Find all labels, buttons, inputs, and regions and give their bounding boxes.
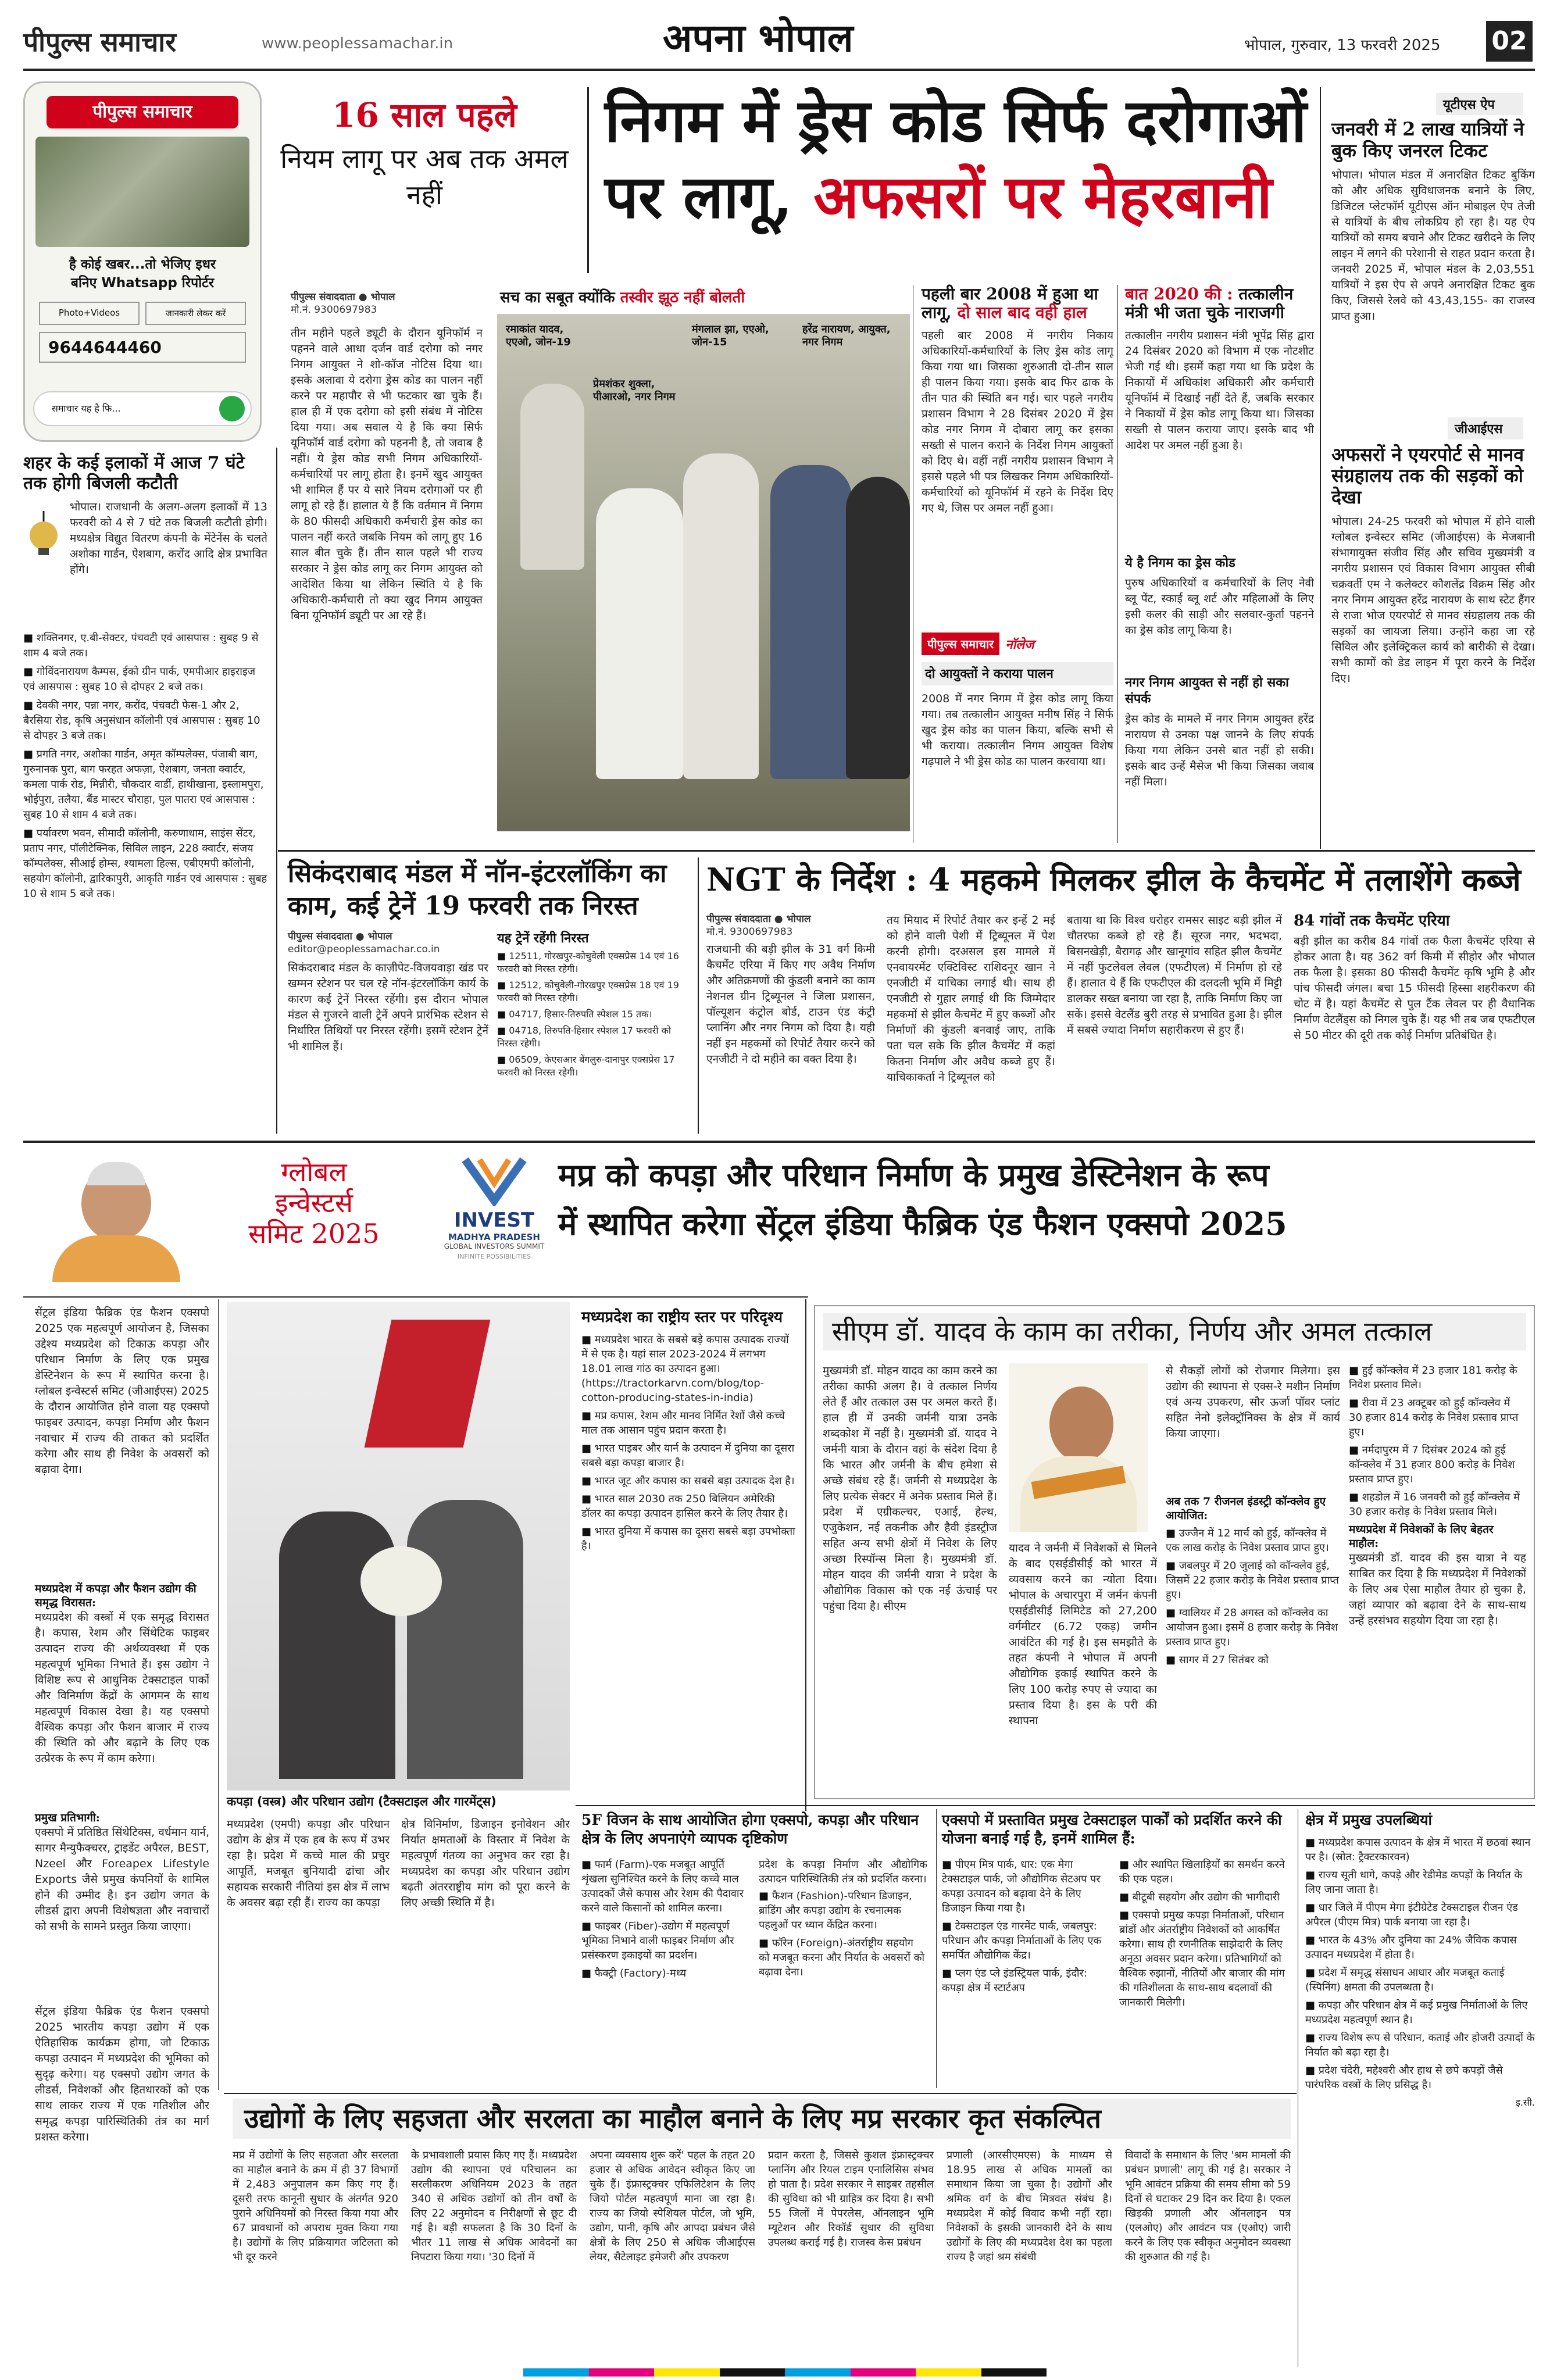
list-item: ■ बीटूबी सहयोग और उद्योग की भागीदारी [1119, 1890, 1288, 1904]
lead-byline: पीपुल्स संवाददाता ● भोपाल मो.नं. 9300697983 [291, 291, 395, 316]
ad-logo: पीपुल्स समाचार [47, 96, 238, 128]
list-item: ■ भारत पाइबर और यार्न के उत्पादन में दुनिया का दूसरा सबसे बड़ा कपड़ा बाजार है। [581, 1441, 797, 1470]
list-item: ■ भारत के 43% और दुनिया का 24% जैविक कपास उत्पादन मध्यप्रदेश में होता है। [1305, 1933, 1535, 1962]
textile-parks: एक्सपो में प्रस्तावित प्रमुख टेक्सटाइल पार्कों को प्रदर्शित करने की योजना बनाई गई है, इनमें शामिल हैं: [942, 1811, 1282, 1847]
list-item: ■ 12512, कोचुवेली-गोरखपुर एक्सप्रेस 18 एवं 19 फरवरी को निरस्त रहेगी। [497, 979, 689, 1005]
national-scenario: मध्यप्रदेश का राष्ट्रीय स्तर पर परिदृश्य ■ मध्यप्रदेश भारत के सबसे बड़े कपास उत्पादक राज्यों में से एक है। यहां साल 2023-2024 में लगभग 18.01 लाख गांठ का उत्पादन हुआ।(https://tractorkarvn.com/blog/top-cotton-producing-states-in-india) ■ मप्र कपास, रेशम और मानव निर्मित रेशों जैसे कच्चे माल तक आसान पहुंच प्रदान करता है। ■ भारत पाइबर और यार्न के उत्पादन में दुनिया का दूसरा सबसे बड़ा कपड़ा बाजार है। ■ भारत जूट और कपास का सबसे बड़ा उत्पादक देश है। ■ भारत साल 2030 तक 250 बिलियन अमेरिकी डॉलर का कपड़ा उत्पादन हासिल करने के लिए तैयार है। ■ भारत दुनिया में कपास का दूसरा सबसे बड़ा उपभोक्ता है। [581, 1308, 797, 1797]
list-item: ■ 06509, केएसआर बेंगलुरु-दानापुर एक्सप्रेस 17 फरवरी को निरस्त रहेगी। [497, 1053, 689, 1079]
photo-caption-3: हरेंद्र नारायण, आयुक्त, नगर निगम [802, 323, 891, 348]
expo-body: सेंट्रल इंडिया फैब्रिक एंड फैशन एक्सपो 2025 एक महत्वपूर्ण आयोजन है, जिसका उद्देश्य मध्यप्रदेश को टिकाऊ कपड़ा और परिधान निर्माण के लिए एक प्रमुख डेस्टिनेशन के रूप में स्थापित करना है। ग्लोबल इन्वेस्टर्स समिट (जीआईएस) 2025 के दौरान आयोजित होने वाला यह एक्सपो फाइबर उत्पादन, कपड़ा निर्माण और फैशन नवाचार में राज्य की ताकत को प्रदर्शित करेगा और साथ ही निवेश के अवसरों को बढ़ावा देगा। मध्यप्रदेश में कपड़ा और फैशन उद्योग की समृद्ध विरासत: मध्यप्रदेश की वस्त्रों में एक समृद्ध विरासत है। कपास, रेशम और सिंथेटिक फाइबर उत्पादन राज्य की अर्थव्यवस्था में एक महत्वपूर्ण भूमिका निभाते हैं। इस उद्योग ने विशिष्ट रूप से आधुनिक टेक्सटाइल पार्कों और विनिर्माण केंद्रों के आगमन के साथ महत्वपूर्ण विकास देखा है। यह एक्सपो वैश्विक कपड़ा और फैशन बाजार में राज्य की स्थिति को और बढ़ाने के लिए एक उत्प्रेरक के रूप में काम करेगा। प्रमुख प्रतिभागी: एक्सपो में प्रतिष्ठित सिंथेटिक्स, वर्धमान यार्न, सागर मैन्युफैक्चरर, ट्राइडेंट अपैरल, BEST, Nzeel और Foreapex Lifestyle Exports जैसे प्रमुख कंपनियों के शामिल होने की उम्मीद है। इन उद्योग जगत के लीडर्स द्वारा अपनी विशेषज्ञता और नवाचारों को सभी के सामने प्रस्तुत किया जाएगा। सेंट्रल इंडिया फैब्रिक एंड फैशन एक्सपो 2025 भारतीय कपड़ा उद्योग में एक ऐतिहासिक कार्यक्रम होगा, जो टिकाऊ कपड़ा उत्पादन में मध्यप्रदेश की भूमिका को सुदृढ़ करेगा। यह एक्सपो उद्योग जगत के लीडर्स, निवेशकों और हितधारकों को एक साथ लाकर राज्य में एक गतिशील और समृद्ध कपड़ा पारिस्थितिकी तंत्र का मार्ग प्रशस्त करेगा। [35, 1306, 209, 2143]
achievements: क्षेत्र में प्रमुख उपलब्धियां ■ मध्यप्रदेश कपास उत्पादन के क्षेत्र में भारत में छठवां स्थान पर है। (स्रोत: ट्रैक्टरकारवन) ■ राज्य सूती धागे, कपड़े और रेडीमेड कपड़ों के निर्यात के लिए जाना जाता है। ■ धार जिले में पीएम मेगा इंटीग्रेटेड टेक्सटाइल रीजन एंड अपैरल (पीएम मित्र) पार्क बनाया जा रहा है। ■ भारत के 43% और दुनिया का 24% जैविक कपास उत्पादन मध्यप्रदेश में होता है। ■ प्रदेश में समृद्ध संसाधन आधार और मजबूत कताई (स्पिनिंग) क्षमता की उपलब्धता है। ■ कपड़ा और परिधान क्षेत्र में कई प्रमुख निर्माताओं के लिए मध्यप्रदेश महत्वपूर्ण स्थान है। ■ राज्य विशेष रूप से परिधान, कताई और होजरी उत्पादों के निर्यात को बढ़ा रहा है। ■ प्रदेश चंदेरी, महेश्वरी और हाथ से छपे कपड़ों जैसे पारंपरिक वस्त्रों के लिए प्रसिद्ध है। इ.सी. [1305, 1811, 1535, 2109]
photo-headline: सच का सबूत क्योंकि तस्वीर झूठ नहीं बोलती [500, 289, 745, 306]
rail-story [288, 857, 695, 923]
list-item: ■ मध्यप्रदेश भारत के सबसे बड़े कपास उत्पादक राज्यों में से एक है। यहां साल 2023-2024 में लगभग 18.01 लाख गांठ का उत्पादन हुआ।(https://tractorkarvn.com/blog/top-cotton-producing-states-in-india) [581, 1332, 797, 1405]
list-item: ■ पर्यावरण भवन, सीमादी कॉलोनी, करुणाधाम, साइंस सेंटर, प्रताप नगर, पॉलीटेक्निक, सिविल लाइन, 228 क्वार्टर, संजय कॉम्पलेक्स, सीआई होम्स, श्यामला हिल्स, एबीएमपी कॉलोनी, सहयोग कॉलोनी, द्वारिकापुरी, आकृति गार्डन एवं आसपास : सुबह 10 से शाम 5 बजे तक। [23, 826, 267, 902]
park-list-b [1119, 1857, 1288, 2013]
cm-photo [1009, 1363, 1148, 1532]
knowledge-tag-2: नॉलेज [1005, 637, 1034, 652]
list-item: ■ 04718, तिरुपति-हिसार स्पेशल 17 फरवरी को निरस्त रहेगी। [497, 1024, 689, 1050]
list-item: ■ सागर में 27 सितंबर को [1166, 1653, 1340, 1667]
ad-text-2: बनिए Whatsapp रिपोर्टर [70, 276, 215, 291]
five-f-list-b: प्रदेश के कपड़ा निर्माण और औद्योगिक उत्पादन पारिस्थितिकी तंत्र को प्रदर्शित करना। ■ फैशन (Fashion)-परिधान डिजाइन, ब्रांडिंग और कपड़ा उद्योग के रचनात्मक पहलुओं पर ध्यान केंद्रित करना। ■ फॉरेन (Foreign)-अंतर्राष्ट्रीय सहयोग को मजबूत करना और निर्यात के अवसरों को बढ़ावा देना। [759, 1857, 927, 1983]
history-story: पहली बार 2008 में हुआ था लागू, दो साल बाद वही हाल पहली बार 2008 में नगरीय निकाय अधिकारियों-कर्मचारियों के लिए ड्रेस कोड लागू किया गया था। जिसका शुरुआती दो-तीन साल ही पालन किया गया। इसके बाद फिर ढाक के तीन पात की स्थिति बन गई। चार पहले नगरीय प्रशासन विभाग ने 28 दिसंबर 2020 में ड्रेस कोड नगर निगम में दोबारा लागू कर इसका सख्ती से पालन कराने के निर्देश निगम आयुक्तों को दिए थे। वहीं नहीं नगरीय प्रशासन विभाग ने इससे पहले भी पत्र लिखकर निगम अधिकारियों-कर्मचारियों को यूनिफॉर्म में रहने के निर्देश दिए गए थे, जिस पर अमल नहीं हुआ। पीपुल्स समाचार नॉलेज दो आयुक्तों ने कराया पालन 2008 में नगर निगम में ड्रेस कोड लागू किया गया। तब तत्कालीन आयुक्त मनीष सिंह ने सिर्फ खुद ड्रेस कोड का पालन किया, बल्कि सभी से भी कराया। तत्कालीन निगम आयुक्त विशेष गढ़पाले ने भी ड्रेस कोड का पालन करवाया था। [922, 285, 1113, 807]
ngt-sidebar: 84 गांवों तक कैचमेंट एरिया बड़ी झील का करीब 84 गांवों तक फैला कैचमेंट एरिया से होकर आता है। यह 362 वर्ग किमी में सीहोर और भोपाल तक फैला है। इसका 80 फीसदी कैचमेंट कृषि भूमि है और पांच फीसदी जंगल। बचा 15 फीसदी हिस्सा शहरीकरण की चोट में है। यहां कैचमेंट से पुल टैंक लेवल पर ही वैधानिक निर्माण वेटलैंड्स को निगल चुके हैं। यह भी तब जब एफटीएल से 50 मीटर की दूरी तक कोई निर्माण प्रतिबंधित है। [1294, 912, 1535, 1042]
list-item: ■ शक्तिनगर, ए.बी-सेक्टर, पंचवटी एवं आसपास : सुबह 9 से शाम 4 बजे तक। [23, 631, 267, 661]
park-list-a [942, 1857, 1110, 1999]
gis-banner: ग्लोबल इन्वेस्टर्स समिट 2025 [248, 1156, 380, 1249]
lead-headline: निगम में ड्रेस कोड सिर्फ दरोगाओं पर लागू, अफसरों पर मेहरबानी [605, 86, 1307, 233]
gis-headline: मप्र को कपड़ा और परिधान निर्माण के प्रमुख डेस्टिनेशन के रूप में स्थापित करेगा सेंट्रल इंडिया फैब्रिक एंड फैशन एक्सपो 2025 [558, 1156, 1287, 1243]
list-item: ■ देवकी नगर, पन्ना नगर, करोंद, पंचवटी फेस-1 और 2, बैरसिया रोड, कृषि अनुसंधान कॉलोनी एवं आसपास : सुबह 10 से दोपहर 3 बजे तक। [23, 698, 267, 744]
list-item: ■ फार्म (Farm)-एक मजबूत आपूर्ति शृंखला सुनिश्चित करने के लिए कच्चे माल उत्पादकों जैसे कपास और रेशम की पैदावार करने वाले किसानों को शामिल करना। [581, 1857, 750, 1916]
photo-caption-2: मंगलाल झा, एएओ, जोन-15 [692, 323, 769, 348]
list-item: ■ भारत दुनिया में कपास का दूसरा सबसे बड़ा उपभोक्ता है। [581, 1524, 797, 1553]
list-item: ■ कपड़ा और परिधान क्षेत्र में कई प्रमुख निर्माताओं के लिए मध्यप्रदेश महत्वपूर्ण स्थान है। [1305, 1998, 1535, 2027]
list-item: ■ प्रदेश चंदेरी, महेश्वरी और हाथ से छपे कपड़ों जैसे पारंपरिक वस्त्रों के लिए प्रसिद्ध है। [1305, 2063, 1535, 2092]
list-item: ■ फाइबर (Fiber)-उद्योग में महत्वपूर्ण भूमिका निभाने वाली फाइबर निर्माण और प्रसंस्करण इकाइयों का प्रदर्शन। [581, 1919, 750, 1963]
ngt-body-1: राजधानी की बड़ी झील के 31 वर्ग किमी कैचमेंट एरिया में किए गए अवैध निर्माण और अतिक्रमणों की कुंडली बनाने का काम नेशनल ग्रीन ट्रिब्यूनल ने जिला प्रशासन, पॉल्यूशन कंट्रोल बोर्ड, टाउन एंड कंट्री प्लानिंग और नगर निगम को दिया है। यही नहीं इन महकमों को रिपोर्ट तैयार करने को एनजीटी ने दो महीने का वक्त दिया है। [706, 943, 875, 1066]
list-item: ■ प्रदेश में समृद्ध संसाधन आधार और मजबूत कताई (स्पिनिंग) क्षमता की उपलब्धता है। [1305, 1966, 1535, 1995]
ad-label-1: Photo+Videos [39, 302, 140, 325]
cm-col-4: ■ हुई कॉन्क्लेव में 23 हजार 181 करोड़ के निवेश प्रस्ताव मिले। ■ रीवा में 23 अक्टूबर को हुई कॉन्क्लेव में 30 हजार 814 करोड़ के निवेश प्रस्ताव प्राप्त हुए। ■ नर्मदापुरम में 7 दिसंबर 2024 को हुई कॉन्क्लेव में 31 हजार 800 करोड़ के निवेश प्रस्ताव प्राप्त हुए। ■ शहडोल में 16 जनवरी को हुई कॉन्क्लेव में 30 हजार करोड़ के निवेश प्रस्ताव मिले। मध्यप्रदेश में निवेशकों के लिए बेहतर माहौल: मुख्यमंत्री डॉ. यादव की इस यात्रा ने यह साबित कर दिया है कि मध्यप्रदेश में निवेशकों के लिए अब ऐसा माहौल तैयार हो चुका है, जहां व्यापार को बढ़ावा देने के साथ-साथ उन्हें हरसंभव सहयोग दिया जा रहा है। [1349, 1363, 1526, 1667]
lead-body: तीन महीने पहले ड्यूटी के दौरान यूनिफॉर्म न पहनने वाले आधा दर्जन वार्ड दरोगा को नगर निगम आयुक्त ने शो-कॉज नोटिस दिया था। इसके अलावा ये दरोगा ड्रेस कोड का पालन नहीं करने पर महापौर से भी फटकार खा चुके हैं। हाल ही में एक दरोगा को इसी संबंध में नोटिस दिया गया। अब सवाल ये है कि क्या सिर्फ यूनिफॉर्म वार्ड दरोगा को पहननी है, तो जवाब है नहीं। ये ड्रेस कोड सभी निगम अधिकारियों-कर्मचारियों पर लागू होता है। इनमें खुद आयुक्त भी शामिल हैं पर ये सारे नियम दरोगाओं पर ही लागू हो रहे हैं। हालात ये हैं कि वर्तमान में निगम के 80 फीसदी अधिकारी कर्मचारी ड्रेस कोड का पालन नहीं करते जबकि नियम को लागू हुए 16 साल बीत चुके हैं। तीन साल पहले भी राज्य सरकार ने ड्रेस कोड लागू कर निगम आयुक्त को आदेशित किया था लेकिन स्थिति ये है कि अधिकारी-कर्मचारी तो क्या खुद निगम आयुक्त बिना यूनिफॉर्म ड्यूटी पर आ रहे हैं। [291, 327, 483, 622]
list-item: ■ ग्वालियर में 28 अगस्त को कॉन्क्लेव का आयोजन हुआ। इसमें 8 हजार करोड़ के निवेश प्रस्ताव प्राप्त हुए। [1166, 1606, 1340, 1649]
list-item: ■ जबलपुर में 20 जुलाई को कॉन्क्लेव हुई, जिसमें 22 हजार करोड़ के निवेश प्रस्ताव प्राप्त हुए। [1166, 1559, 1340, 1602]
list-item: ■ प्लग एंड प्ले इंडस्ट्रियल पार्क, इंदौर: कपड़ा क्षेत्र में स्टार्टअप [942, 1966, 1110, 1995]
list-item: ■ गोविंदनारायण कैम्पस, ईको ग्रीन पार्क, एमपीआर हाइराइज एवं आसपास : सुबह 10 से दोपहर 2 बजे तक। [23, 664, 267, 695]
uts-kicker: यूटीएस ऐप [1436, 93, 1523, 115]
five-f-story: 5F विजन के साथ आयोजित होगा एक्सपो, कपड़ा और परिधान क्षेत्र के लिए अपनाएंगे व्यापक दृष्टिकोण [581, 1811, 919, 1847]
color-bar [523, 2368, 1047, 2377]
site-url[interactable]: www.peoplessamachar.in [262, 35, 453, 52]
ad-phone-number[interactable]: 9644644460 [39, 332, 246, 363]
invest-logo-icon [459, 1154, 529, 1206]
list-item: ■ रीवा में 23 अक्टूबर को हुई कॉन्क्लेव में 30 हजार 814 करोड़ के निवेश प्रस्ताव प्राप्त हुए। [1349, 1396, 1526, 1439]
credit-tag: इ.सी. [1516, 2097, 1535, 2108]
list-item: ■ नर्मदापुरम में 7 दिसंबर 2024 को हुई कॉन्क्लेव में 31 हजार 800 करोड़ के निवेश प्रस्ताव प्राप्त हुए। [1349, 1443, 1526, 1486]
cm-portrait [35, 1154, 198, 1282]
dateline: भोपाल, गुरुवार, 13 फरवरी 2025 [1244, 37, 1441, 54]
list-item: ■ 04717, हिसार-तिरुपति स्पेशल 15 तक। [497, 1008, 689, 1021]
photo-caption-1: रमाकांत यादव, एएओ, जोन-19 [506, 323, 571, 348]
lead-kicker: 16 साल पहले नियम लागू पर अब तक अमल नहीं [280, 95, 569, 210]
bottom-headline: उद्योगों के लिए सहजता और सरलता का माहौल बनाने के लिए मप्र सरकार कृत संकल्पित [233, 2099, 1291, 2139]
expo-photo [227, 1302, 570, 1791]
bulb-icon [23, 499, 70, 563]
email-link[interactable]: editor@peoplessamachar.co.in [288, 944, 440, 955]
invest-mp-logo: INVEST MADHYA PRADESH GLOBAL INVESTORS SUMMIT INFINITE POSSIBILITIES [436, 1154, 552, 1282]
five-f-list-a [581, 1857, 750, 1984]
expo-photo-caption: कपड़ा (वस्त्र) और परिधान उद्योग (टैक्सटाइल और गारमेंट्स) [227, 1795, 497, 1809]
list-item: ■ उज्जैन में 12 मार्च को हुई, कॉन्क्लेव में एक लाख करोड़ के निवेश प्रस्ताव प्राप्त हुए। [1166, 1526, 1340, 1555]
mic-icon[interactable] [219, 396, 245, 421]
list-item: ■ और स्थापित खिलाड़ियों का समर्थन करने की एक पहल। [1119, 1857, 1288, 1886]
gis-kicker: जीआईएस [1448, 417, 1523, 439]
photo-caption-4: प्रेमशंकर शुक्ला, पीआरओ, नगर निगम [593, 378, 676, 403]
uts-body: भोपाल। भोपाल मंडल में अनारक्षित टिकट बुकिंग को और अधिक सुविधाजनक बनाने के लिए, डिजिटल प्लेटफॉर्म यूटीएस ऑन मोबाइल ऐप तेजी से यात्रियों के बीच लोकप्रिय हो रहा है। यह ऐप यात्रियों को समय बचाने और टिकट खरीदने के लिए लाइन में लगने की परेशानी से राहत प्रदान करता है। जनवरी 2025 में, भोपाल मंडल के 2,03,551 यात्रियों ने इस ऐप से अपने अनारक्षित टिकट बुक किए, जिससे रेलवे को 43,43,155- का राजस्व प्राप्त हुआ। [1331, 168, 1535, 323]
ad-text-1: है कोई खबर...तो भेजिए इधर [69, 257, 216, 272]
whatsapp-ad[interactable] [23, 81, 262, 442]
list-item: ■ भारत साल 2030 तक 250 बिलियन अमेरिकी डॉलर का कपड़ा उत्पादन हासिल करने के लिए तैयार है। [581, 1492, 797, 1521]
knowledge-headline: दो आयुक्तों ने कराया पालन [922, 662, 1113, 685]
section-title: अपना भोपाल [663, 15, 854, 60]
ngt-headline: NGT के निर्देश : 4 महकमे मिलकर झील के कैचमेंट में तलाशेंगे कब्जे [706, 861, 1521, 898]
list-item: ■ प्रगति नगर, अशोका गार्डन, अमृत कॉम्पलेक्स, पंजाबी बाग, गुरुनानक पुरा, बाग फरहत अफज़ा, ऐशबाग, जनता क्वार्टर, कमला पार्क रोड, मिन्नीरी, चौकदार वार्डी, हाथीखाना, इस्लामपुरा, भोईपुरा, तलैया, बैंड मास्टर चौराहा, पुल पातरा एवं आसपास : सुबह 10 से शाम 4 बजे तक। [23, 747, 267, 823]
knowledge-tag: पीपुल्स समाचार [922, 632, 999, 655]
list-item: ■ राज्य सूती धागे, कपड़े और रेडीमेड कपड़ों के निर्यात के लिए जाना जाता है। [1305, 1868, 1535, 1897]
minister-story: बात 2020 की : तत्कालीन मंत्री भी जता चुके नाराजगी तत्कालीन नगरीय प्रशासन मंत्री भूपेंद्र सिंह द्वारा 24 दिसंबर 2020 को विभाग में एक नोटशीट भेजी गई थी। इसमें कहा गया था कि प्रदेश के निकायों में अधिकांश अधिकारी और कर्मचारी यूनिफॉर्म में दिखाई नहीं देते हैं, जबकि सरकार ने निकायों में ड्रेस कोड लागू किया था। जिसका सख्ती से पालन कराया जाए। इसके बाद भी आदेश पर अमल नहीं हुआ है। ये है निगम का ड्रेस कोड पुरुष अधिकारियों व कर्मचारियों के लिए नेवी ब्लू पेंट, स्काई ब्लू शर्ट और महिलाओं के लिए इसी कलर की साड़ी और सलवार-कुर्ता पहनने का ड्रेस कोड लागू किया है। नगर निगम आयुक्त से नहीं हो सका संपर्क ड्रेस कोड के मामले में नगर निगम आयुक्त हरेंद्र नारायण से उनका पक्ष जानने के लिए संपर्क किया गया लेकिन उनसे बात नहीं हो सकी। इसके बाद उन्हें मैसेज भी किया जिसका जवाब नहीं मिला। [1125, 284, 1314, 789]
power-cut-headline: शहर के कई इलाकों में आज 7 घंटे तक होगी बिजली कटौती [23, 453, 245, 494]
list-item: ■ मध्यप्रदेश कपास उत्पादन के क्षेत्र में भारत में छठवां स्थान पर है। (स्रोत: ट्रैक्टरकारवन) [1305, 1835, 1535, 1864]
logo: पीपुल्स समाचार [23, 26, 177, 58]
uts-headline: जनवरी में 2 लाख यात्रियों ने बुक किए जनरल टिकट [1331, 118, 1524, 162]
list-item: ■ राज्य विशेष रूप से परिधान, कताई और होजरी उत्पादों के निर्यात को बढ़ा रहा है। [1305, 2031, 1535, 2060]
ngt-body-2: तय मियाद में रिपोर्ट तैयार कर इन्हें 2 मई को होने वाली पेशी में ट्रिब्यूनल में पेश करनी होगी। दरअसल इस मामले में एनवायरमेंट एक्टिविस्ट राशिदनूर खान ने एनजीटी में याचिका लगाई थी। साथ ही एनजीटी से गुहार लगाई थी कि जिम्मेदार महकमों से झील कैचमेंट में हुए कब्जों और निर्माणों की कुंडली बनवाई जाए, ताकि पता चल सके कि झील कैचमेंट में कहां कितना निर्माण और अवैध कब्जे हुए हैं। याचिकाकर्ता ने ट्रिब्यूनल को [887, 914, 1055, 1084]
list-item: ■ धार जिले में पीएम मेगा इंटीग्रेटेड टेक्सटाइल रीजन एंड अपैरल (पीएम मित्र) पार्क बनाया जा रहा है। [1305, 1900, 1535, 1929]
list-item: ■ पीएम मित्र पार्क, धार: एक मेगा टेक्सटाइल पार्क, जो औद्योगिक सेटअप पर कपड़ा उत्पादन को बढ़ावा देने के लिए डिजाइन किया गया है। [942, 1857, 1110, 1916]
expo-text-2: क्षेत्र विनिर्माण, डिजाइन इनोवेशन और निर्यात क्षमताओं के विस्तार में निवेश के महत्वपूर्ण गंतव्य का अनुभव कर रहा है। मध्यप्रदेश का कपड़ा और परिधान उद्योग बढ़ती अंतरराष्ट्रीय मांग को पूरा करने के लिए अच्छी स्थिति में है। [401, 1818, 570, 1909]
cm-col-2: यादव ने जर्मनी में निवेशकों से मिलने के बाद एसईडीसीई को भारत में व्यवसाय करने का न्योता दिया। भोपाल के अचारपुरा में जर्मन कंपनी एसईडीसीई लिमिटेड को 27,200 वर्गमीटर (6.72 एकड़) जमीन आवंटित की गई है। इस समझौते के तहत कंपनी ने भोपाल में अपनी औद्योगिक इकाई स्थापित करने के लिए 100 करोड़ रुपए से ज्यादा का प्रस्ताव दिया है। इस के परी की स्थापना [1009, 1542, 1157, 1727]
expo-text-1: मध्यप्रदेश (एमपी) कपड़ा और परिधान उद्योग के क्षेत्र में एक हब के रूप में उभर रहा है। प्रदेश में कच्चे माल की प्रचुर आपूर्ति, मजबूत बुनियादी ढांचा और सहायक सरकारी नीतियां इस क्षेत्र में लाभ के अवसर बढ़ा रही हैं। राज्य का कपड़ा [227, 1818, 390, 1909]
ngt-body-3: बताया था कि विश्व धरोहर रामसर साइट बड़ी झील में चौतरफा कब्जे हो रहे हैं। सूरज नगर, भदभदा, बिसनखेड़ी, बैरागढ़ और खानूगांव सहित झील कैचमेंट में नहीं फुटलेवल लेवल (एफटीएल) में निर्माण हो रहे हैं। हालात ये हैं कि एफटीएल की दलदली भूमि में मिट्टी डालकर सख्त बनाया जा रहा है, ताकि निर्माण किए जा सकें। इससे वेटलैंड बुरी तरह से प्रभावित हुआ है। झील में सबसे ज्यादा निर्माण सहारीकरण से हुए हैं। [1067, 914, 1282, 1037]
gis-headline: अफसरों ने एयरपोर्ट से मानव संग्रहालय तक की सड़कों को देखा [1331, 443, 1524, 509]
ad-photo [35, 137, 249, 247]
ad-footer-bar[interactable]: समाचार यह है फि... [33, 391, 252, 426]
rail-headline: सिकंदराबाद मंडल में नॉन-इंटरलॉकिंग का काम, कई ट्रेनें 19 फरवरी तक निरस्त [288, 859, 667, 921]
cm-col-3: से सैकड़ों लोगों को रोजगार मिलेगा। इस उद्योग की स्थापना से एक्स-रे मशीन निर्माण एवं अन्य उपकरण, सौर ऊर्जा पॉवर प्लांट सहित नेनो इलेक्ट्रॉनिक्स के क्षेत्र में कार्य किया जाएगा। अब तक 7 रीजनल इंडस्ट्री कॉन्क्लेव हुए आयोजित: ■ उज्जैन में 12 मार्च को हुई, कॉन्क्लेव में एक लाख करोड़ के निवेश प्रस्ताव प्राप्त हुए। ■ जबलपुर में 20 जुलाई को कॉन्क्लेव हुई, जिसमें 22 हजार करोड़ के निवेश प्रस्ताव प्राप्त हुए। ■ ग्वालियर में 28 अगस्त को कॉन्क्लेव का आयोजन हुआ। इसमें 8 हजार करोड़ के निवेश प्रस्ताव प्राप्त हुए। ■ सागर में 27 सितंबर को [1166, 1363, 1340, 1671]
list-item: ■ एक्सपो प्रमुख कपड़ा निर्माताओं, परिधान ब्रांडों और अंतर्राष्ट्रीय निवेशकों को आकर्षित करेगा। साथ ही रणनीतिक साझेदारी के लिए अनूठा अवसर प्रदान करेगा। प्रतिभागियों को वैश्विक रुझानों, नीतियों और बाजार की मांग की गतिशीलता के साथ-साथ बदलावों की जानकारी मिलेगी। [1119, 1908, 1288, 2010]
train-list: यह ट्रेनें रहेंगी निरस्त ■ 12511, गोरखपुर-कोचुवेली एक्सप्रेस 14 एवं 16 फरवरी को निरस्त रहेगी। ■ 12512, कोचुवेली-गोरखपुर एक्सप्रेस 18 एवं 19 फरवरी को निरस्त रहेगी। ■ 04717, हिसार-तिरुपति स्पेशल 15 तक। ■ 04718, तिरुपति-हिसार स्पेशल 17 फरवरी को निरस्त रहेगी। ■ 06509, केएसआर बेंगलुरु-दानापुर एक्सप्रेस 17 फरवरी को निरस्त रहेगी। [497, 930, 689, 1082]
list-item: ■ 12511, गोरखपुर-कोचुवेली एक्सप्रेस 14 एवं 16 फरवरी को निरस्त रहेगी। [497, 950, 689, 975]
power-cut-story [23, 453, 267, 1073]
ad-label-2: जानकारी लेकर करें [145, 302, 246, 325]
lead-photo [497, 314, 910, 831]
list-item: ■ टेक्सटाइल एंड गारमेंट पार्क, जबलपुर: परिधान और कपड़ा निर्माताओं के लिए एक समर्पित औद्योगिक केंद्र। [942, 1919, 1110, 1963]
gis-body: भोपाल। 24-25 फरवरी को भोपाल में होने वाली ग्लोबल इन्वेस्टर समिट (जीआईएस) के मेजबानी संभागायुक्त संजीव सिंह और सचिव मुख्यमंत्री व नगरीय प्रशासन एवं विकास विभाग आयुक्त सीबी चक्रवर्ती एम ने कलेक्टर कौशलेंद्र विक्रम सिंह और नगर निगम आयुक्त हरेंद्र नारायण के साथ स्टेट हैंगर से राजा भोज एयरपोर्ट से मानव संग्रहालय तक की सड़कों का जायजा लिया। उन्होंने कहा जा रहे सिविल और इलेक्ट्रिकल कार्य को बारीकी से देखा। सभी कामों को डेड लाइन में पूरा करने के निर्देश दिए। [1331, 514, 1535, 685]
list-item: ■ फॉरेन (Foreign)-अंतर्राष्ट्रीय सहयोग को मजबूत करना और निर्यात के अवसरों को बढ़ावा देना। [759, 1936, 927, 1979]
list-item: ■ फैक्ट्री (Factory)-मध्य [581, 1966, 750, 1981]
power-cut-intro: भोपाल। राजधानी के अलग-अलग इलाकों में 13 फरवरी को 4 से 7 घंटे तक बिजली कटौती होगी। मध्यक्षेत्र विद्युत वितरण कंपनी के मेंटेनेंस के चलते अशोका गार्डन, ऐशबाग, करोंद आदि क्षेत्र प्रभावित होंगे। [70, 501, 267, 576]
cm-col-1: मुख्यमंत्री डॉ. मोहन यादव का काम करने का तरीका काफी अलग है। वे तत्काल निर्णय लेते हैं और तत्काल उस पर अमल करते हैं। हाल ही में उनकी जर्मनी यात्रा उनके शब्दकोश में नहीं है। मुख्यमंत्री डॉ. यादव ने जर्मनी यात्रा के दौरान वहां के संदेश दिया है कि भारत और जर्मनी के बीच हमेशा से अच्छे संबंध रहे हैं। जर्मनी से मध्यप्रदेश के लिए प्रत्येक सेक्टर में अनेक प्रस्ताव मिले हैं। प्रदेश में एग्रीकल्चर, एआई, हेल्थ, एजुकेशन, नई तकनीक और हैवी इंडस्ट्रीज सहित अन्य सभी क्षेत्रों में निवेश के लिए अच्छा रिस्पॉन्स मिला है। मुख्यमंत्री डॉ. मोहन यादव की जर्मनी यात्रा ने प्रदेश के औद्योगिक विकास को एक नई ऊंचाई पर पहुंचा दिया है। सीएम [823, 1364, 997, 1613]
cm-headline: सीएम डॉ. यादव के काम का तरीका, निर्णय और अमल तत्काल [823, 1313, 1526, 1350]
list-item: ■ फैशन (Fashion)-परिधान डिजाइन, ब्रांडिंग और कपड़ा उद्योग के रचनात्मक पहलुओं पर ध्यान केंद्रित करना। [759, 1889, 927, 1932]
bottom-columns: मप्र में उद्योगों के लिए सहजता और सरलता का माहौल बनाने के क्रम में ही 37 विभागों में 2,483 अनुपालन कम किए गए हैं। दूसरी तरफ कानूनी सुधार के अंतर्गत 920 पुराने अधिनियमों को निरस्त किया गया और 67 प्रावधानों को अपराध मुक्त किया गया है। उद्योगों के लिए प्रक्रियागत जटिलता को भी दूर करने के प्रभावशाली प्रयास किए गए हैं। मध्यप्रदेश उद्योग की स्थापना एवं परिचालन का सरलीकरण अधिनियम 2023 के तहत 340 से अधिक उद्योगों को तीन वर्षों के लिए 22 अनुमोदन व निरीक्षणों से छूट दी गई है। बड़ी सफलता है कि 30 दिनों के भीतर 11 लाख से अधिक आवेदनों का निपटारा किया गया। '30 दिनों में अपना व्यवसाय शुरू करें' पहल के तहत 20 हजार से अधिक आवेदन स्वीकृत किए जा चुके हैं। इंफ्रास्ट्रक्चर एफिलिटेशन के लिए जियो पोर्टल महत्वपूर्ण माना जा रहा है। राज्य का जियो स्पेशियल पोर्टल, जो भूमि, उद्योग, पानी, कृषि और आपदा प्रबंधन जैसे क्षेत्रों के लिए 250 से अधिक जीआईएस लेयर, सैटेलाइट इमेजरी और उपकरण प्रदान करता है, जिससे कुशल इंफ्रास्ट्रक्चर प्लानिंग और रियल टाइम एनालिसिस संभव हो पाता है। प्रदेश सरकार ने साइबर तहसील की सुविधा को भी ग्राहित्र कर दिया है। सभी 55 जिलों में पेपरलेस, ऑनलाइन भूमि म्यूटेशन और रिकॉर्ड सुधार की सुविधा उपलब्ध कराई गई है। राजस्व केस प्रबंधन प्रणाली (आरसीएमएस) के माध्यम से 18.95 लाख से अधिक मामलों का समाधान किया जा चुका है। उद्योगों और श्रमिक वर्ग के बीच मित्रवत संबंध है। मध्यप्रदेश में कोई विवाद कभी नहीं रहा। निवेशकों के इसकी जानकारी देने के साथ उद्योगों के लिए की मध्यप्रदेश देश का पहला राज्य है जहां श्रम संबंधी विवादों के समाधान के लिए 'श्रम मामलों की प्रबंधन प्रणाली' लागू की गई है। सरकार ने भूमि आवंटन प्रक्रिया की समय सीमा को 59 दिनों से घटाकर 29 दिन कर दिया है। एकल खिड़की प्रणाली और ऑनलाइन पत्र (एलओए) और आवंटन पत्र (एओए) जारी करने के लिए एक स्वीकृत अनुमोदन व्यवस्था की शुरुआत की गई है। [233, 2149, 1291, 2263]
power-cut-list [23, 631, 267, 1073]
list-item: ■ भारत जूट और कपास का सबसे बड़ा उत्पादक देश है। [581, 1474, 797, 1488]
uts-story [1331, 93, 1535, 886]
masthead [0, 0, 1557, 76]
list-item: ■ हुई कॉन्क्लेव में 23 हजार 181 करोड़ के निवेश प्रस्ताव मिले। [1349, 1363, 1526, 1392]
knowledge-body: 2008 में नगर निगम में ड्रेस कोड लागू किया गया। तब तत्कालीन आयुक्त मनीष सिंह ने सिर्फ खुद ड्रेस कोड का पालन किया, बल्कि सभी से भी कराया। तत्कालीन निगम आयुक्त विशेष गढ़पाले ने भी ड्रेस कोड का पालन करवाया था। [922, 692, 1113, 769]
page-number: 02 [1486, 21, 1533, 62]
list-item: ■ शहडोल में 16 जनवरी को हुई कॉन्क्लेव में 30 हजार करोड़ के निवेश प्रस्ताव मिले। [1349, 1490, 1526, 1519]
list-item: ■ मप्र कपास, रेशम और मानव निर्मित रेशों जैसे कच्चे माल तक आसान पहुंच प्रदान करता है। [581, 1409, 797, 1438]
